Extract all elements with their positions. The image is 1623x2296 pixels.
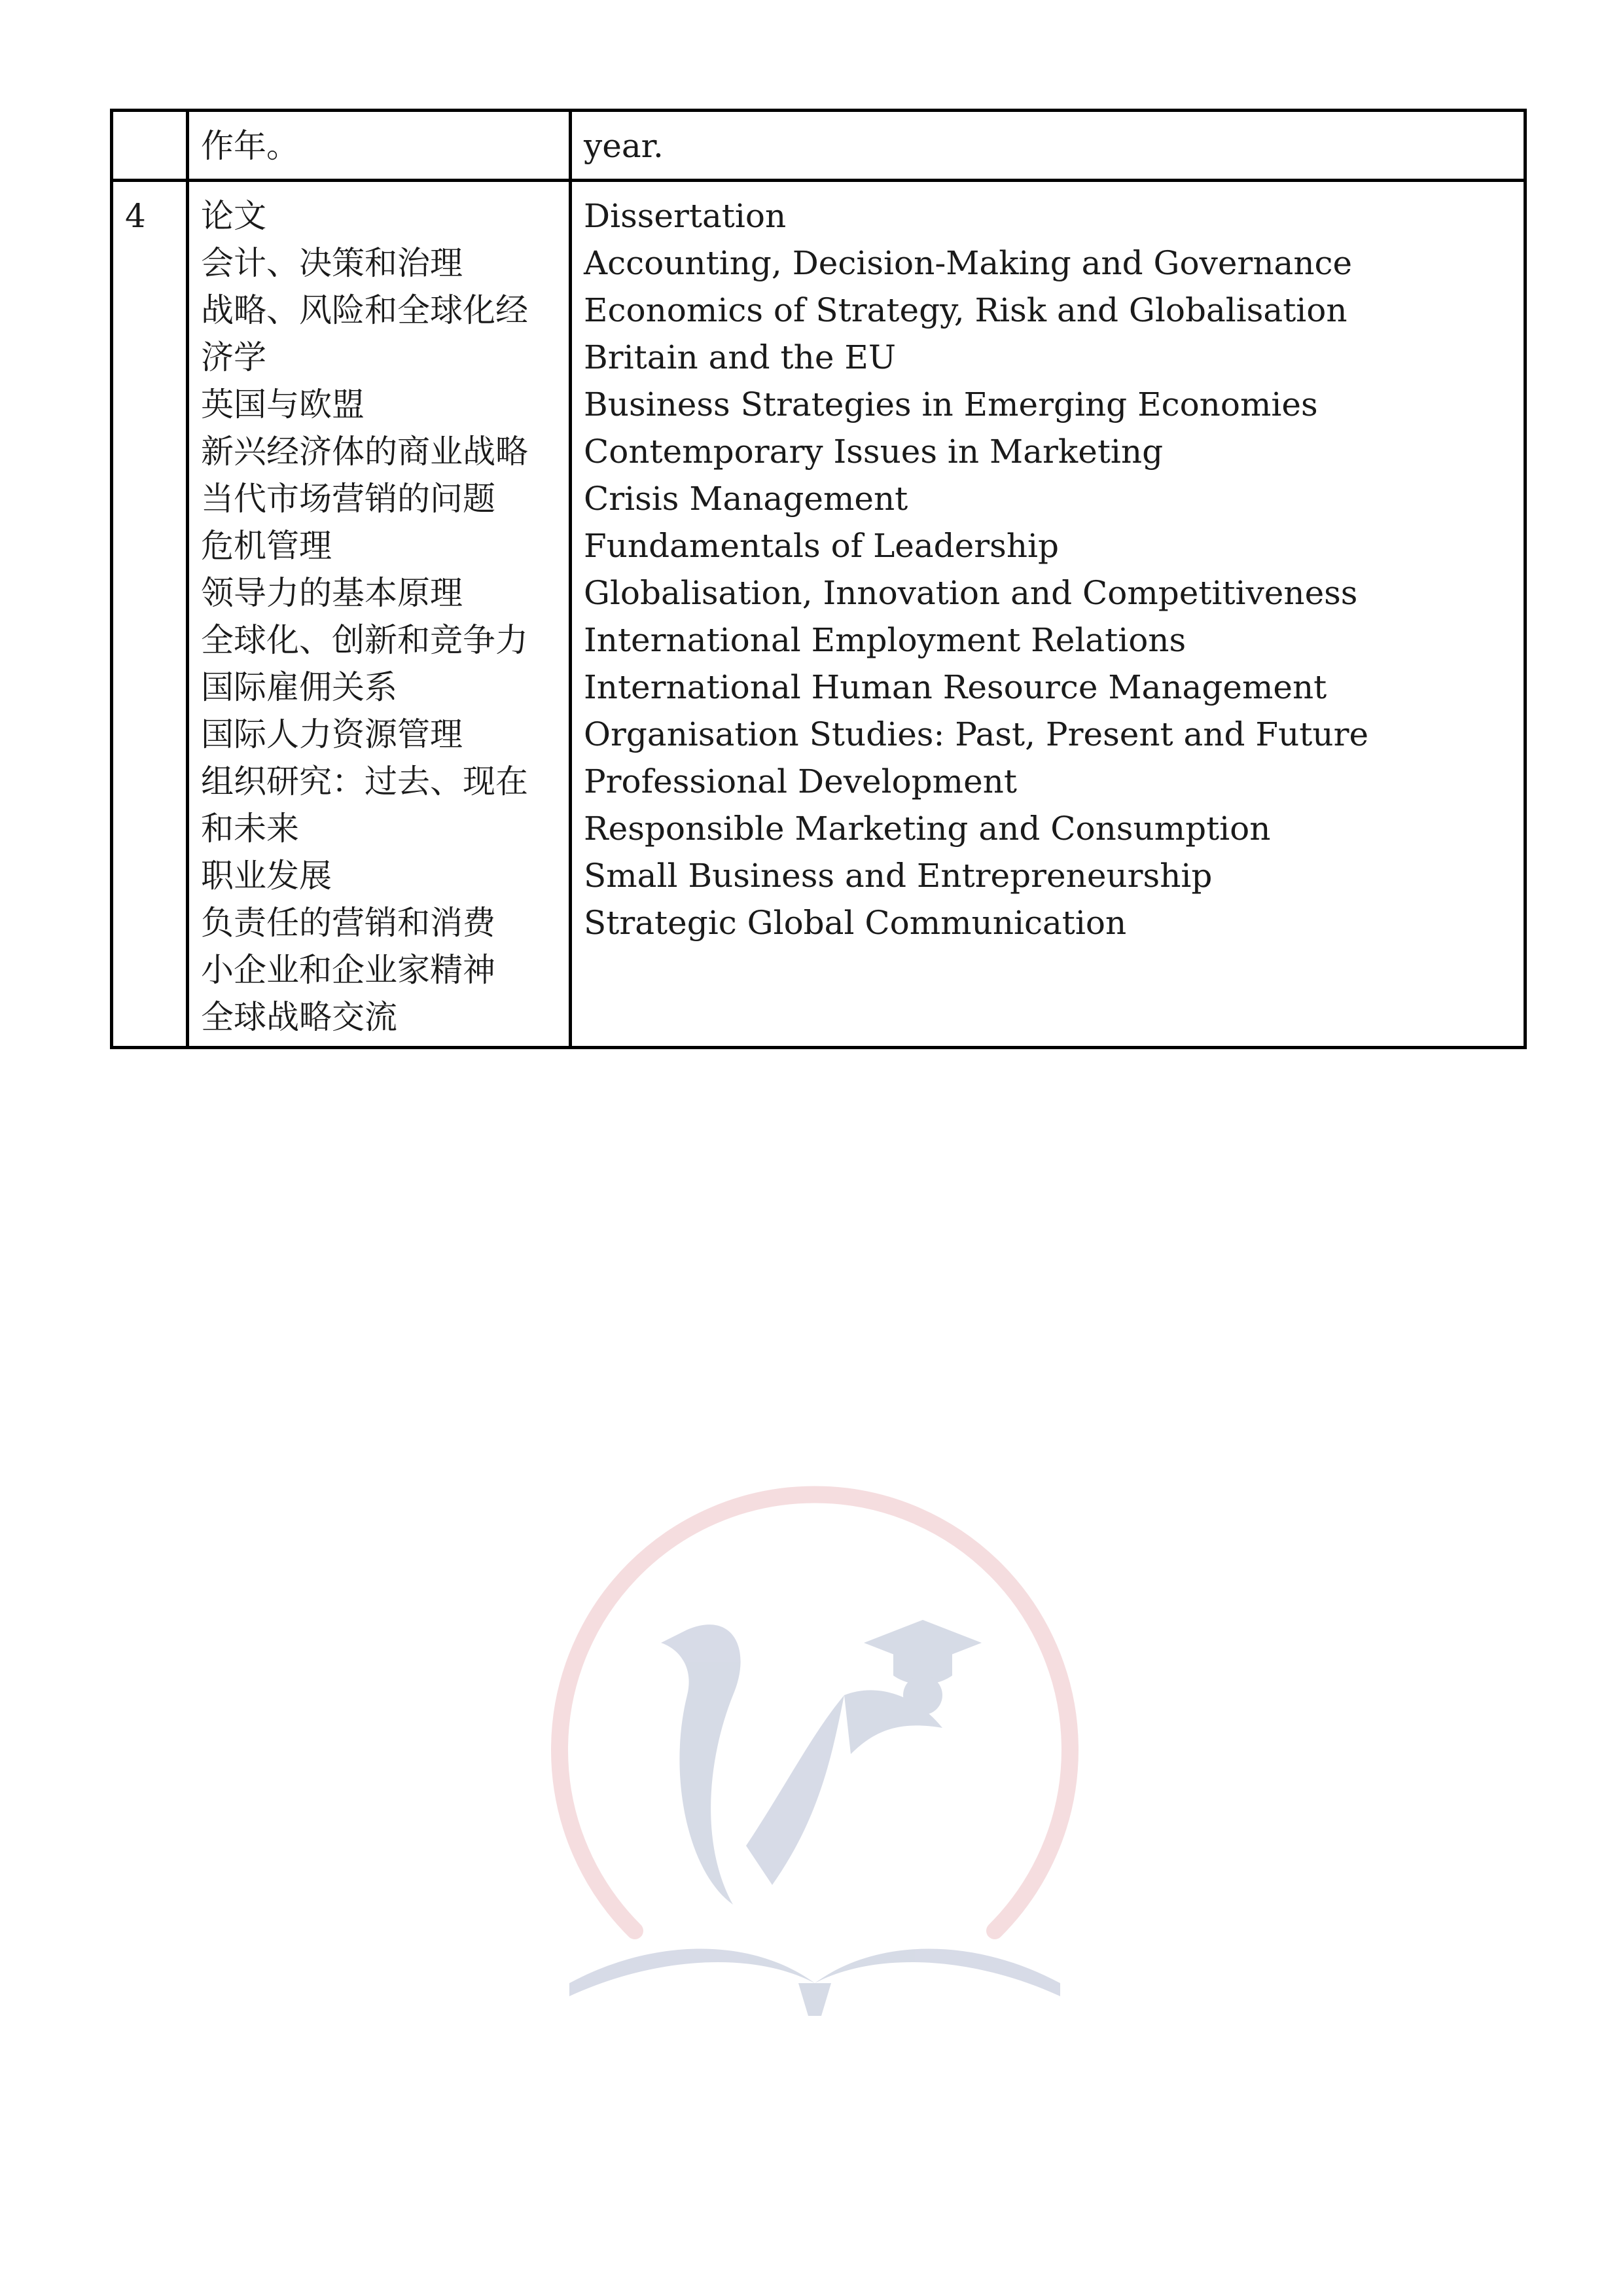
english-course-cell xyxy=(571,181,1525,1048)
row-number xyxy=(112,111,188,181)
english-line: Dissertation xyxy=(584,197,787,235)
chinese-line: 国际人力资源管理 xyxy=(201,715,463,753)
chinese-line: 济学 xyxy=(201,338,266,376)
english-line: Fundamentals of Leadership xyxy=(584,527,1060,565)
english-line: Crisis Management xyxy=(584,480,908,518)
chinese-line: 危机管理 xyxy=(201,527,332,565)
chinese-line: 英国与欧盟 xyxy=(201,386,365,423)
english-line: Britain and the EU xyxy=(584,338,896,376)
chinese-line: 战略、风险和全球化经 xyxy=(201,291,528,329)
chinese-line: 当代市场营销的问题 xyxy=(201,480,495,518)
chinese-line: 国际雇佣关系 xyxy=(201,668,397,706)
education-logo-watermark-icon xyxy=(537,1479,1093,2036)
chinese-line: 小企业和企业家精神 xyxy=(201,951,495,989)
english-line: Organisation Studies: Past, Present and Future xyxy=(584,715,1369,753)
english-line: International Human Resource Management xyxy=(584,668,1327,706)
english-line: International Employment Relations xyxy=(584,621,1186,659)
chinese-line: 负责任的营销和消费 xyxy=(201,904,495,942)
table-row xyxy=(112,181,1525,1048)
table-row xyxy=(112,111,1525,181)
english-line: Small Business and Entrepreneurship xyxy=(584,857,1213,895)
chinese-line: 全球化、创新和竞争力 xyxy=(201,621,528,659)
english-line: Accounting, Decision-Making and Governance xyxy=(584,244,1353,282)
english-line: Globalisation, Innovation and Competitiveness xyxy=(584,574,1358,612)
english-course-cell xyxy=(571,111,1525,181)
english-line: Strategic Global Communication xyxy=(584,904,1127,942)
chinese-course-cell xyxy=(188,181,571,1048)
chinese-line: 会计、决策和治理 xyxy=(201,244,463,282)
chinese-line: 和未来 xyxy=(201,810,299,848)
chinese-line: 组织研究：过去、现在 xyxy=(201,762,528,800)
english-line: Professional Development xyxy=(584,762,1017,800)
row-number: 4 xyxy=(112,181,188,1048)
chinese-line: 论文 xyxy=(201,197,266,235)
chinese-line: 领导力的基本原理 xyxy=(201,574,463,612)
chinese-line: 职业发展 xyxy=(201,857,332,895)
english-line: Contemporary Issues in Marketing xyxy=(584,433,1164,471)
chinese-line: 全球战略交流 xyxy=(201,998,397,1036)
english-line: Economics of Strategy, Risk and Globalisation xyxy=(584,291,1347,329)
course-table xyxy=(110,109,1527,1049)
english-line: Responsible Marketing and Consumption xyxy=(584,810,1271,848)
chinese-course-cell xyxy=(188,111,571,181)
english-line: Business Strategies in Emerging Economies xyxy=(584,386,1318,423)
chinese-line: 作年。 xyxy=(201,127,299,165)
chinese-line: 新兴经济体的商业战略 xyxy=(201,433,528,471)
english-line: year. xyxy=(584,127,664,165)
